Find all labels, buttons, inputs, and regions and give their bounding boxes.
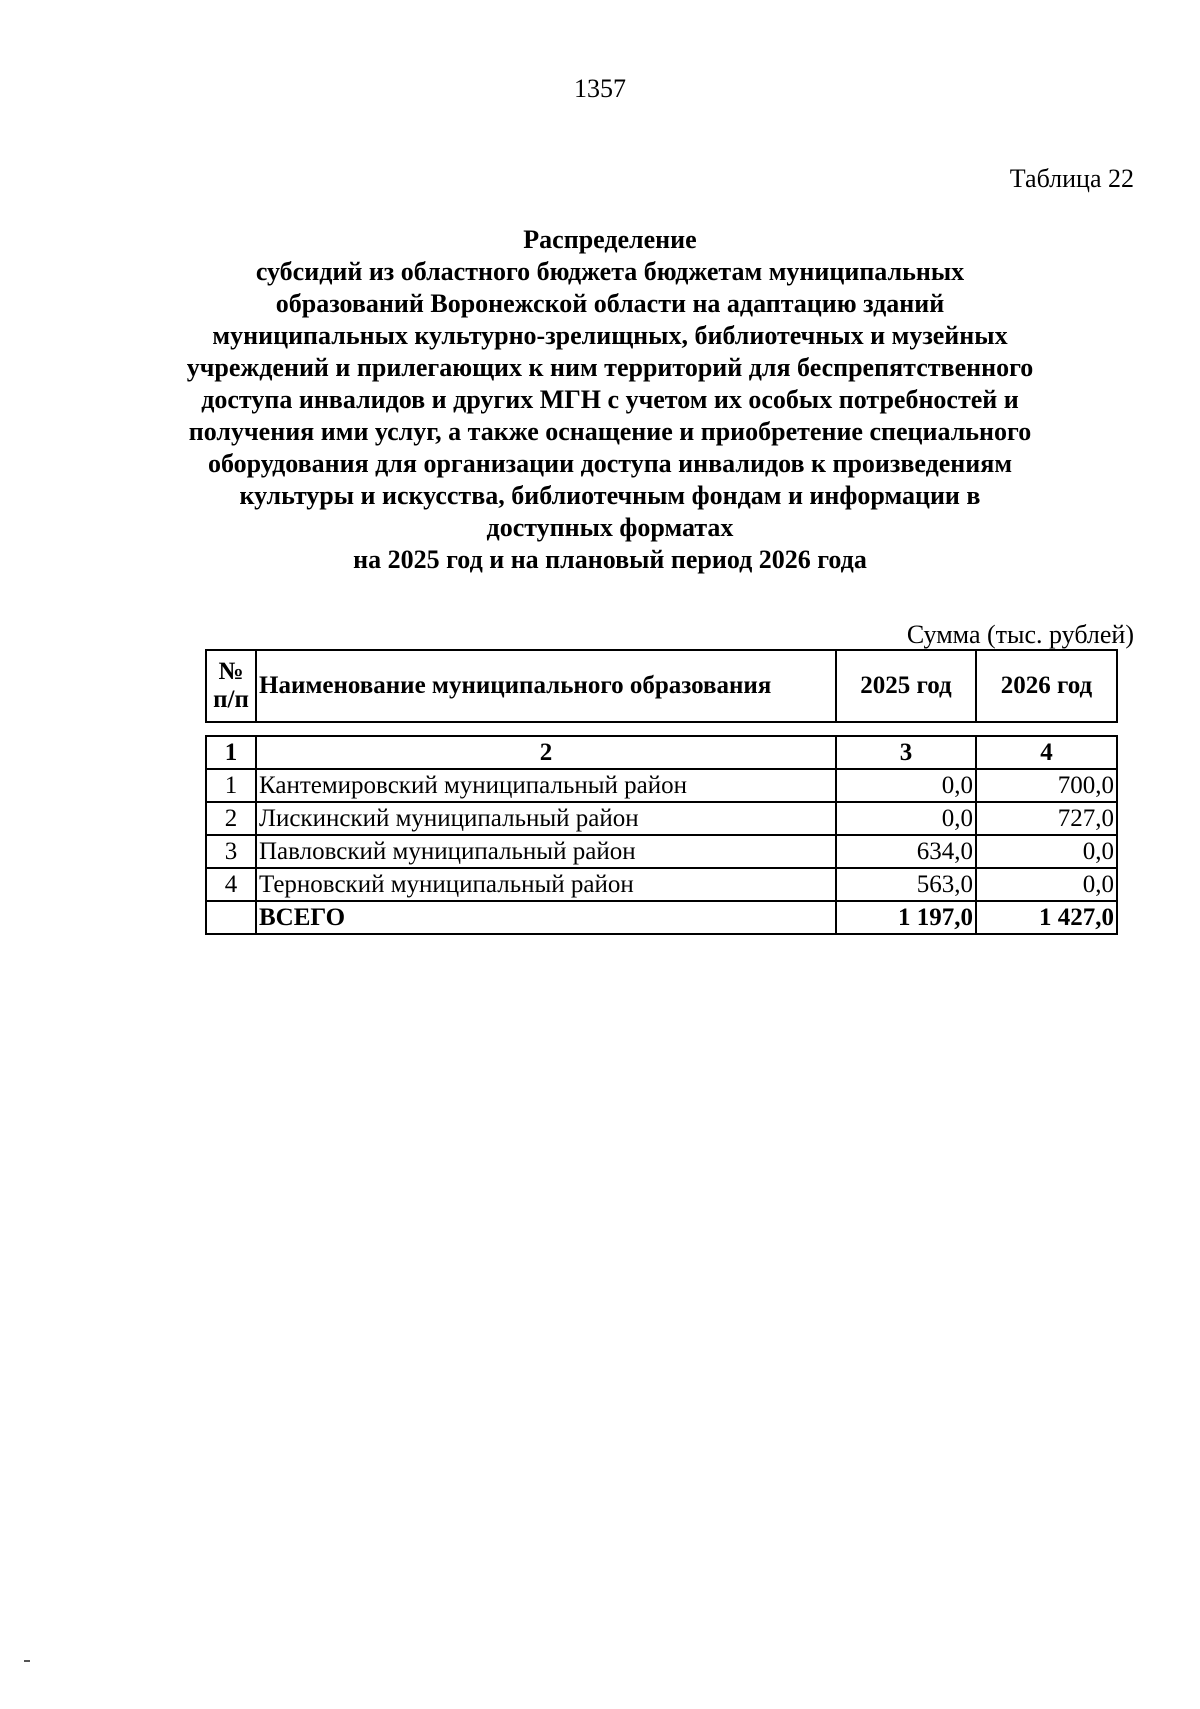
header-row — [206, 650, 1117, 722]
title-line: доступа инвалидов и других МГН с учетом их особых потребностей и — [201, 385, 1019, 414]
row-num: 4 — [206, 868, 256, 901]
row-value-2025: 563,0 — [836, 868, 976, 901]
table-label: Таблица 22 — [1009, 164, 1134, 193]
table-row — [206, 769, 1117, 802]
row-num: 3 — [206, 835, 256, 868]
title-line: на 2025 год и на плановый период 2026 года — [353, 545, 867, 574]
row-name: Павловский муниципальный район — [256, 835, 836, 868]
total-label: ВСЕГО — [256, 901, 836, 934]
header-num — [206, 650, 256, 722]
title-line: Распределение — [523, 225, 697, 254]
total-num — [206, 901, 256, 934]
column-number: 3 — [836, 736, 976, 769]
title-line: доступных форматах — [486, 513, 734, 542]
header-num-line1: № — [218, 658, 244, 685]
column-number-row — [206, 736, 1117, 769]
header-year-2026: 2026 год — [976, 650, 1117, 722]
row-value-2025: 634,0 — [836, 835, 976, 868]
row-value-2026: 0,0 — [976, 835, 1117, 868]
data-table — [205, 735, 1118, 935]
title-line: муниципальных культурно-зрелищных, библиотечных и музейных — [212, 321, 1008, 350]
row-value-2025: 0,0 — [836, 769, 976, 802]
header-num-line2: п/п — [213, 686, 249, 713]
document-title — [170, 224, 1050, 576]
row-name: Лискинский муниципальный район — [256, 802, 836, 835]
row-num: 2 — [206, 802, 256, 835]
column-number: 4 — [976, 736, 1117, 769]
table-row — [206, 802, 1117, 835]
units-label: Сумма (тыс. рублей) — [906, 620, 1134, 649]
title-line: культуры и искусства, библиотечным фондам и информации в — [239, 481, 981, 510]
column-number: 1 — [206, 736, 256, 769]
row-value-2026: 0,0 — [976, 868, 1117, 901]
row-value-2025: 0,0 — [836, 802, 976, 835]
table-row — [206, 835, 1117, 868]
row-num: 1 — [206, 769, 256, 802]
scan-artifact — [24, 1660, 30, 1662]
title-line: учреждений и прилегающих к ним территорий для беспрепятственного — [186, 353, 1034, 382]
header-year-2025: 2025 год — [836, 650, 976, 722]
title-line: оборудования для организации доступа инвалидов к произведениям — [207, 449, 1013, 478]
title-line: получения ими услуг, а также оснащение и приобретение специального — [188, 417, 1032, 446]
title-line: субсидий из областного бюджета бюджетам муниципальных — [255, 257, 965, 286]
row-value-2026: 727,0 — [976, 802, 1117, 835]
row-name: Кантемировский муниципальный район — [256, 769, 836, 802]
page-number: 1357 — [574, 74, 626, 103]
table-row — [206, 868, 1117, 901]
column-number: 2 — [256, 736, 836, 769]
total-value-2025: 1 197,0 — [836, 901, 976, 934]
title-line: образований Воронежской области на адаптацию зданий — [275, 289, 945, 318]
header-name: Наименование муниципального образования — [256, 650, 836, 722]
total-value-2026: 1 427,0 — [976, 901, 1117, 934]
row-name: Терновский муниципальный район — [256, 868, 836, 901]
row-value-2026: 700,0 — [976, 769, 1117, 802]
total-row — [206, 901, 1117, 934]
table-header — [205, 649, 1118, 723]
